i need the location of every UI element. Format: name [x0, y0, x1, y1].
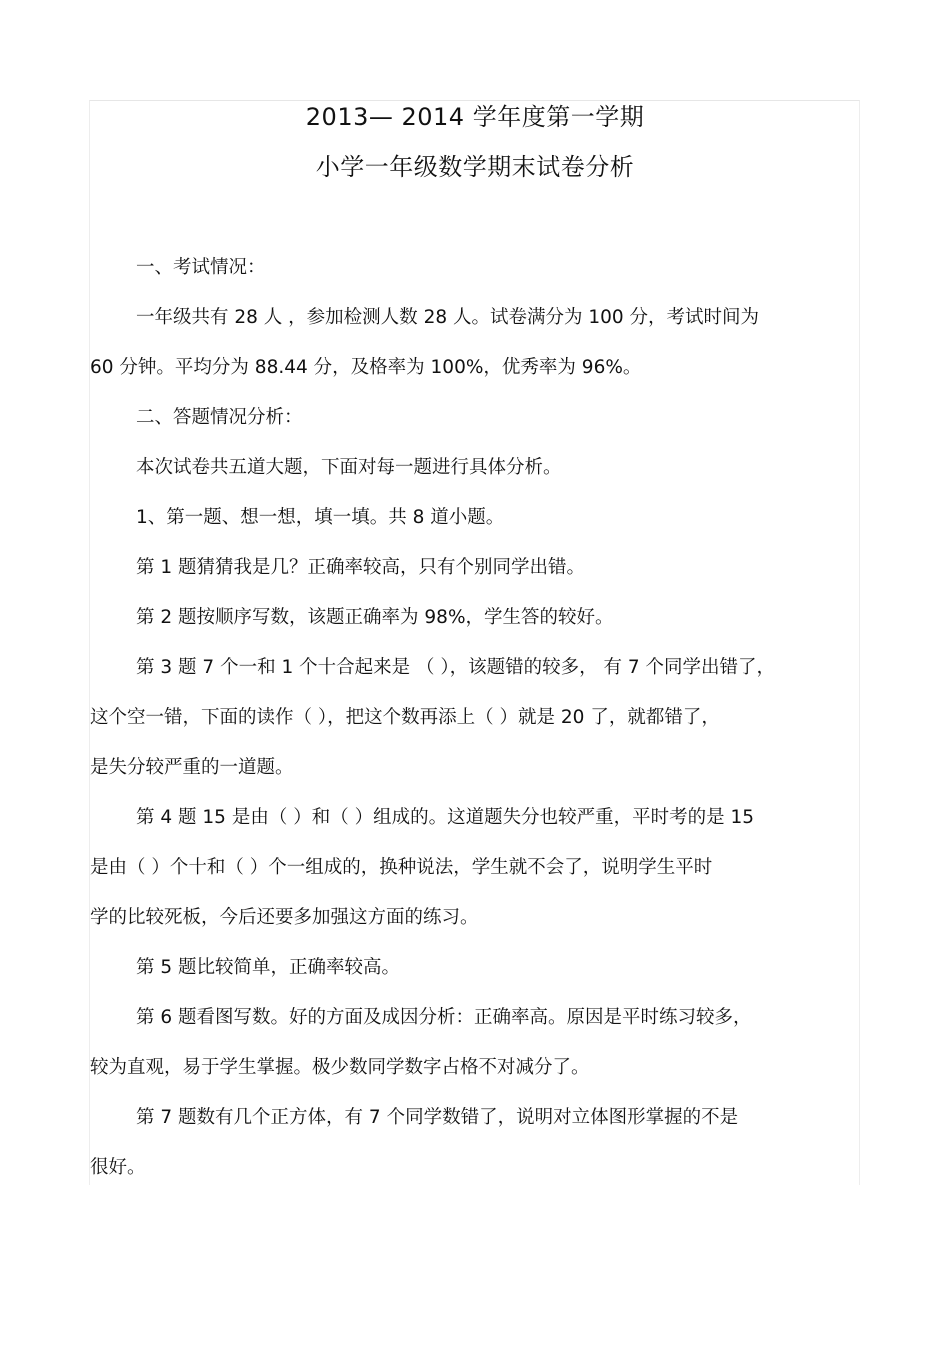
paragraph-line: 第 7 题数有几个正方体，有 7 个同学数错了，说明对立体图形掌握的不是 — [136, 1107, 739, 1128]
paragraph-line: 是由（ ）个十和（ ）个一组成的，换种说法，学生就不会了，说明学生平时 — [90, 857, 713, 878]
paragraph-line: 很好。 — [90, 1157, 146, 1178]
document-body — [90, 251, 862, 1201]
paragraph-line: 第 5 题比较简单，正确率较高。 — [136, 957, 401, 978]
paragraph-line: 第 6 题看图写数。好的方面及成因分析：正确率高。原因是平时练习较多， — [136, 1007, 752, 1028]
paragraph-line: 是失分较严重的一道题。 — [90, 757, 294, 778]
section-heading-exam: 一、考试情况： — [136, 257, 266, 278]
section-heading-analysis: 二、答题情况分析： — [136, 407, 303, 428]
paragraph-line: 1、第一题、想一想，填一填。共 8 道小题。 — [136, 507, 505, 528]
paragraph-line: 一年级共有 28 人 ，参加检测人数 28 人。试卷满分为 100 分，考试时间为 — [136, 307, 760, 328]
document-title: 2013— 2014 学年度第一学期 — [305, 103, 645, 131]
paragraph-line: 60 分钟。平均分为 88.44 分，及格率为 100%，优秀率为 96%。 — [90, 357, 642, 378]
paragraph-line: 第 4 题 15 是由（ ）和（ ）组成的。这道题失分也较严重，平时考的是 15 — [136, 807, 755, 828]
paragraph-line: 学的比较死板，今后还要多加强这方面的练习。 — [90, 907, 479, 928]
paragraph-line: 这个空一错，下面的读作（ ），把这个数再添上（ ）就是 20 了，就都错了， — [90, 707, 720, 728]
paragraph-line: 第 3 题 7 个一和 1 个十合起来是 （ ），该题错的较多， 有 7 个同学出错了， — [136, 657, 776, 678]
paragraph-line: 第 1 题猜猜我是几？正确率较高，只有个别同学出错。 — [136, 557, 586, 578]
paragraph-line: 较为直观，易于学生掌握。极少数同学数字占格不对减分了。 — [90, 1057, 590, 1078]
paragraph-line: 本次试卷共五道大题，下面对每一题进行具体分析。 — [136, 457, 562, 478]
paragraph-line: 第 2 题按顺序写数，该题正确率为 98%，学生答的较好。 — [136, 607, 614, 628]
document-subtitle: 小学一年级数学期末试卷分析 — [315, 153, 635, 181]
